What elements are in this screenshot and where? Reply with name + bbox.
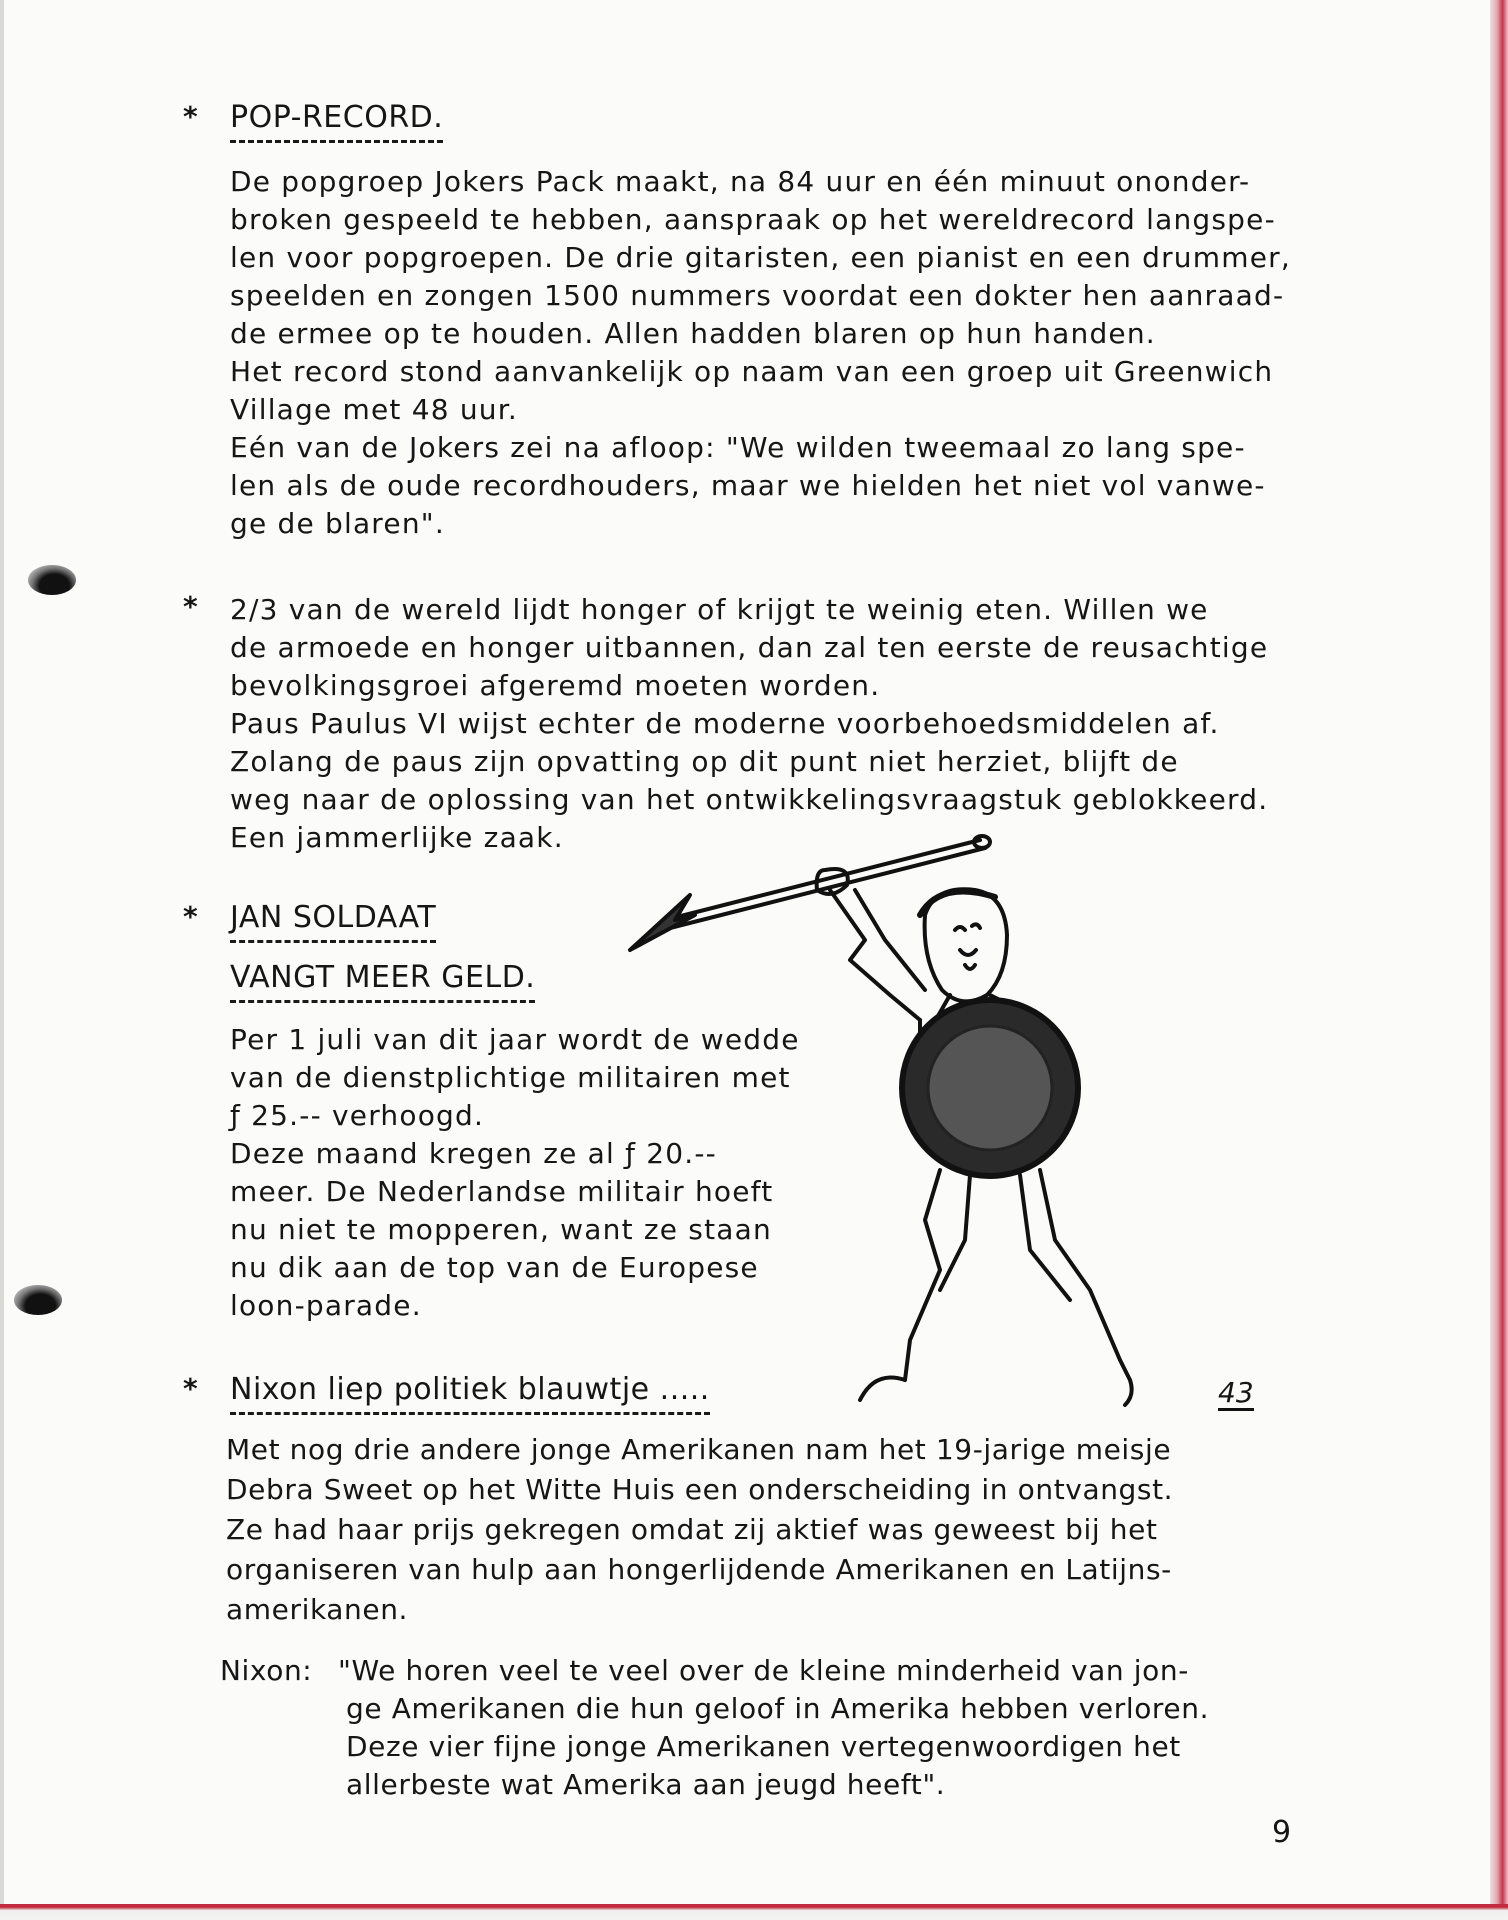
- text-line: organiseren van hulp aan hongerlijdende Amerikanen en Latijns-: [226, 1553, 1172, 1586]
- text-line: nu dik aan de top van de Europese: [230, 1251, 759, 1284]
- text-line: ge de blaren".: [230, 507, 445, 540]
- text-line: broken gespeeld te hebben, aanspraak op het wereldrecord langspe-: [230, 203, 1276, 236]
- text-line: Ze had haar prijs gekregen omdat zij aktief was geweest bij het: [226, 1513, 1158, 1546]
- heading-pop-record: POP-RECORD.: [230, 98, 443, 143]
- text-line: Zolang de paus zijn opvatting op dit punt niet herziet, blijft de: [230, 745, 1179, 778]
- text-line: 2/3 van de wereld lijdt honger of krijgt te weinig eten. Willen we: [230, 593, 1209, 626]
- text-line: len als de oude recordhouders, maar we hielden het niet vol vanwe-: [230, 469, 1266, 502]
- soldier-spear-illustration: [620, 820, 1240, 1440]
- punch-hole-top: [28, 565, 76, 595]
- quote-line: Deze vier fijne jonge Amerikanen vertegenwoordigen het: [346, 1730, 1181, 1763]
- text-line: ƒ 25.-- verhoogd.: [230, 1099, 485, 1132]
- text-line: speelden en zongen 1500 nummers voordat een dokter hen aanraad-: [230, 279, 1285, 312]
- text-line: Een jammerlijke zaak.: [230, 821, 564, 854]
- text-line: Eén van de Jokers zei na afloop: "We wilden tweemaal zo lang spe-: [230, 431, 1246, 464]
- text-line: Deze maand kregen ze al ƒ 20.--: [230, 1137, 717, 1170]
- quote-line: allerbeste wat Amerika aan jeugd heeft".: [346, 1768, 946, 1801]
- text-line: de ermee op te houden. Allen hadden blaren op hun handen.: [230, 317, 1156, 350]
- quote-line: ge Amerikanen die hun geloof in Amerika hebben verloren.: [346, 1692, 1210, 1725]
- page-left-edge: [0, 0, 4, 1920]
- text-line: weg naar de oplossing van het ontwikkelingsvraagstuk geblokkeerd.: [230, 783, 1269, 816]
- text-line: Paus Paulus VI wijst echter de moderne voorbehoedsmiddelen af.: [230, 707, 1220, 740]
- text-line: meer. De Nederlandse militair hoeft: [230, 1175, 774, 1208]
- quote-speaker: Nixon:: [220, 1654, 313, 1687]
- text-line: Per 1 juli van dit jaar wordt de wedde: [230, 1023, 800, 1056]
- page-bottom-edge: [0, 1904, 1508, 1920]
- heading-vangt-meer-geld: VANGT MEER GELD.: [230, 958, 535, 1003]
- bullet-article-4: *: [183, 1372, 198, 1405]
- text-line: nu niet te mopperen, want ze staan: [230, 1213, 772, 1246]
- text-line: De popgroep Jokers Pack maakt, na 84 uur en één minuut ononder-: [230, 165, 1251, 198]
- text-line: Het record stond aanvankelijk op naam van een groep uit Greenwich: [230, 355, 1274, 388]
- text-line: de armoede en honger uitbannen, dan zal ten eerste de reusachtige: [230, 631, 1269, 664]
- bullet-article-2: *: [183, 590, 198, 623]
- text-line: loon-parade.: [230, 1289, 422, 1322]
- bullet-article-3: *: [183, 900, 198, 933]
- text-line: bevolkingsgroei afgeremd moeten worden.: [230, 669, 881, 702]
- drawing-number: 43: [1218, 1376, 1254, 1409]
- punch-hole-bottom: [14, 1285, 62, 1315]
- bullet-article-1: *: [183, 100, 198, 133]
- text-line: Debra Sweet op het Witte Huis een onderscheiding in ontvangst.: [226, 1473, 1174, 1506]
- text-line: van de dienstplichtige militairen met: [230, 1061, 791, 1094]
- text-line: len voor popgroepen. De drie gitaristen, een pianist en een drummer,: [230, 241, 1291, 274]
- text-line: Met nog drie andere jonge Amerikanen nam het 19-jarige meisje: [226, 1433, 1172, 1466]
- heading-jan-soldaat: JAN SOLDAAT: [230, 898, 436, 943]
- text-line: amerikanen.: [226, 1593, 409, 1626]
- heading-nixon: Nixon liep politiek blauwtje .....: [230, 1370, 710, 1415]
- quote-line: "We horen veel te veel over de kleine minderheid van jon-: [338, 1654, 1189, 1687]
- page-right-edge: [1490, 0, 1508, 1920]
- page-number: 9: [1272, 1815, 1292, 1850]
- text-line: Village met 48 uur.: [230, 393, 518, 426]
